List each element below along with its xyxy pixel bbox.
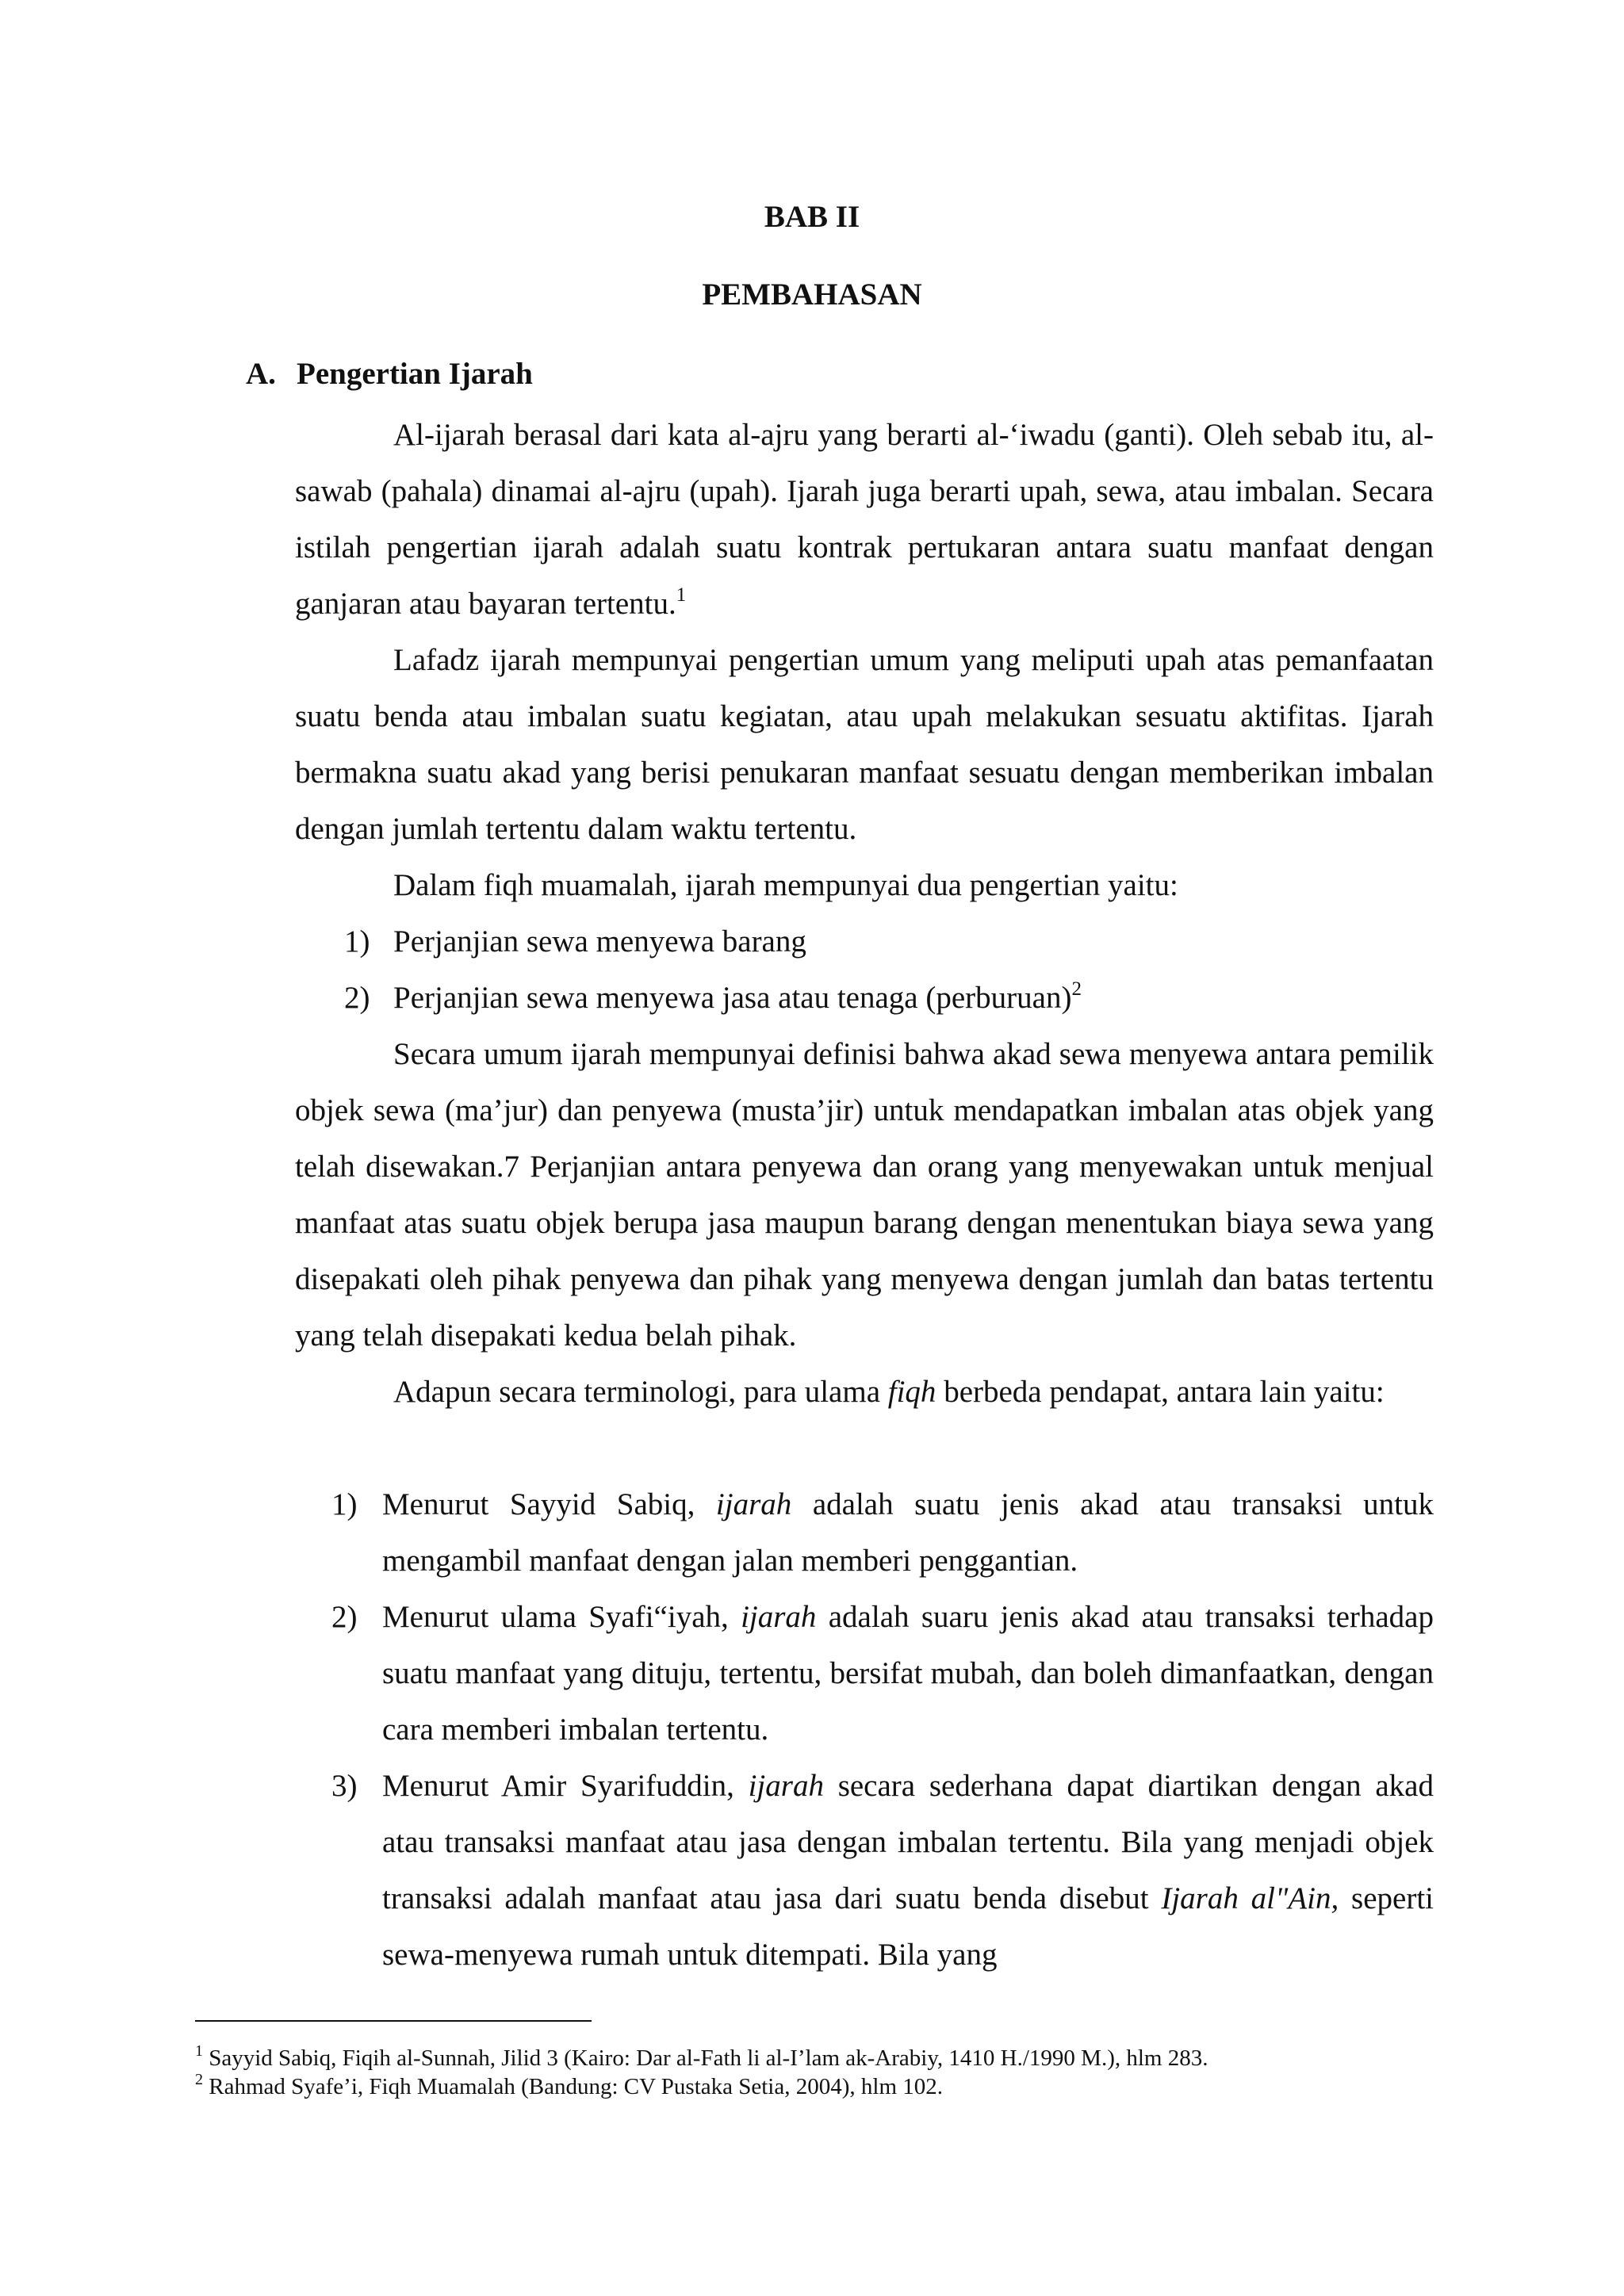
footnote-ref-1: 1 xyxy=(676,584,687,606)
list-number: 3) xyxy=(331,1769,358,1803)
list-item xyxy=(344,970,1434,1026)
chapter-title: PEMBAHASAN xyxy=(702,277,922,312)
list-text: Perjanjian sewa menyewa jasa atau tenaga (perburuan) xyxy=(393,981,1072,1015)
paragraph-1-text: Al-ijarah berasal dari kata al-ajru yang berarti al-‘iwadu (ganti). Oleh sebab itu, al-sawab (pahala) dinamai al-ajru (upah). Ijarah juga berarti upah, sewa, atau imbalan. Secara istilah pengertian ijarah adalah suatu kontrak pertukaran antara suatu manfaat dengan ganjaran atau bayaran tertentu. xyxy=(295,418,1434,621)
list-item xyxy=(331,1589,1434,1758)
list-text xyxy=(382,1476,1434,1589)
list-text: Perjanjian sewa menyewa barang xyxy=(393,924,806,959)
section-number: A. xyxy=(246,357,276,391)
paragraph-1 xyxy=(295,407,1434,632)
footnote-number: 1 xyxy=(195,2042,203,2060)
footnote-ref-2: 2 xyxy=(1071,978,1082,1000)
list-italic-2: Ijarah al"Ain, xyxy=(1161,1881,1339,1915)
list-italic: ijarah xyxy=(741,1600,817,1634)
list-text-a: Menurut Sayyid Sabiq, xyxy=(382,1487,716,1521)
list-item xyxy=(331,1758,1434,1983)
section-title: Pengertian Ijarah xyxy=(297,357,533,391)
footnote-text: Rahmad Syafe’i, Fiqh Muamalah (Bandung: CV Pustaka Setia, 2004), hlm 102. xyxy=(209,2074,943,2099)
paragraph-5-text-b: berbeda pendapat, antara lain yaitu: xyxy=(936,1375,1385,1409)
paragraph-2-text: Lafadz ijarah mempunyai pengertian umum yang meliputi upah atas pemanfaatan suatu benda atau imbalan suatu kegiatan, atau upah melakukan sesuatu aktifitas. Ijarah bermakna suatu akad yang berisi penukaran manfaat sesuatu dengan memberikan imbalan dengan jumlah tertentu dalam waktu tertentu. xyxy=(295,643,1434,846)
list-item xyxy=(331,1476,1434,1589)
list-text-b: secara sederhana dapat diartikan dengan akad atau transaksi manfaat atau jasa dengan imbalan tertentu. Bila yang menjadi objek transaksi adalah manfaat atau jasa dari suatu benda disebut xyxy=(382,1769,1434,1915)
paragraph-5-text-a: Adapun secara terminologi, para ulama xyxy=(393,1375,888,1409)
paragraph-5-italic: fiqh xyxy=(887,1375,936,1409)
paragraph-4 xyxy=(295,1026,1434,1364)
footnote-text: Sayyid Sabiq, Fiqih al-Sunnah, Jilid 3 (Kairo: Dar al-Fath li al-I’lam ak-Arabiy, 1410 H./1990 M.), hlm 283. xyxy=(209,2045,1208,2071)
paragraph-2 xyxy=(295,632,1434,857)
list-item xyxy=(344,913,1434,970)
list-text-a: Menurut ulama Syafi“iyah, xyxy=(382,1600,741,1634)
footnote-divider xyxy=(195,2020,592,2022)
list-italic: ijarah xyxy=(715,1487,792,1521)
chapter-label: BAB II xyxy=(764,200,860,234)
list-text-c: seperti sewa-menyewa rumah untuk ditempati. Bila yang xyxy=(382,1881,1434,1972)
list-number: 2) xyxy=(331,1600,358,1634)
list-text-b: adalah suatu jenis akad atau transaksi untuk mengambil manfaat dengan jalan memberi penggantian. xyxy=(382,1487,1434,1578)
paragraph-3-text: Dalam fiqh muamalah, ijarah mempunyai dua pengertian yaitu: xyxy=(393,868,1178,902)
footnote-number: 2 xyxy=(195,2071,203,2088)
section-heading xyxy=(246,355,533,393)
paragraph-3 xyxy=(295,857,1434,913)
list-italic: ijarah xyxy=(748,1769,824,1803)
list-number: 2) xyxy=(344,981,370,1015)
list-text-b: adalah suaru jenis akad atau transaksi terhadap suatu manfaat yang dituju, tertentu, bersifat mubah, dan boleh dimanfaatkan, dengan cara memberi imbalan tertentu. xyxy=(382,1600,1434,1747)
list-text-wrap xyxy=(393,970,1082,1026)
footnote-1 xyxy=(195,2044,1543,2072)
list-text-a: Menurut Amir Syarifuddin, xyxy=(382,1769,749,1803)
footnote-2 xyxy=(195,2072,1543,2101)
list-text xyxy=(382,1758,1434,1983)
list-number: 1) xyxy=(344,924,370,959)
paragraph-5 xyxy=(295,1364,1434,1420)
paragraph-4-text: Secara umum ijarah mempunyai definisi bahwa akad sewa menyewa antara pemilik objek sewa (ma’jur) dan penyewa (musta’jir) untuk mendapatkan imbalan atas objek yang telah disewakan.7 Perjanjian antara penyewa dan orang yang menyewakan untuk menjual manfaat atas suatu objek berupa jasa maupun barang dengan menentukan biaya sewa yang disepakati oleh pihak penyewa dan pihak yang menyewa dengan jumlah dan batas tertentu yang telah disepakati kedua belah pihak. xyxy=(295,1037,1434,1353)
list-text xyxy=(382,1589,1434,1758)
list-number: 1) xyxy=(331,1487,358,1521)
